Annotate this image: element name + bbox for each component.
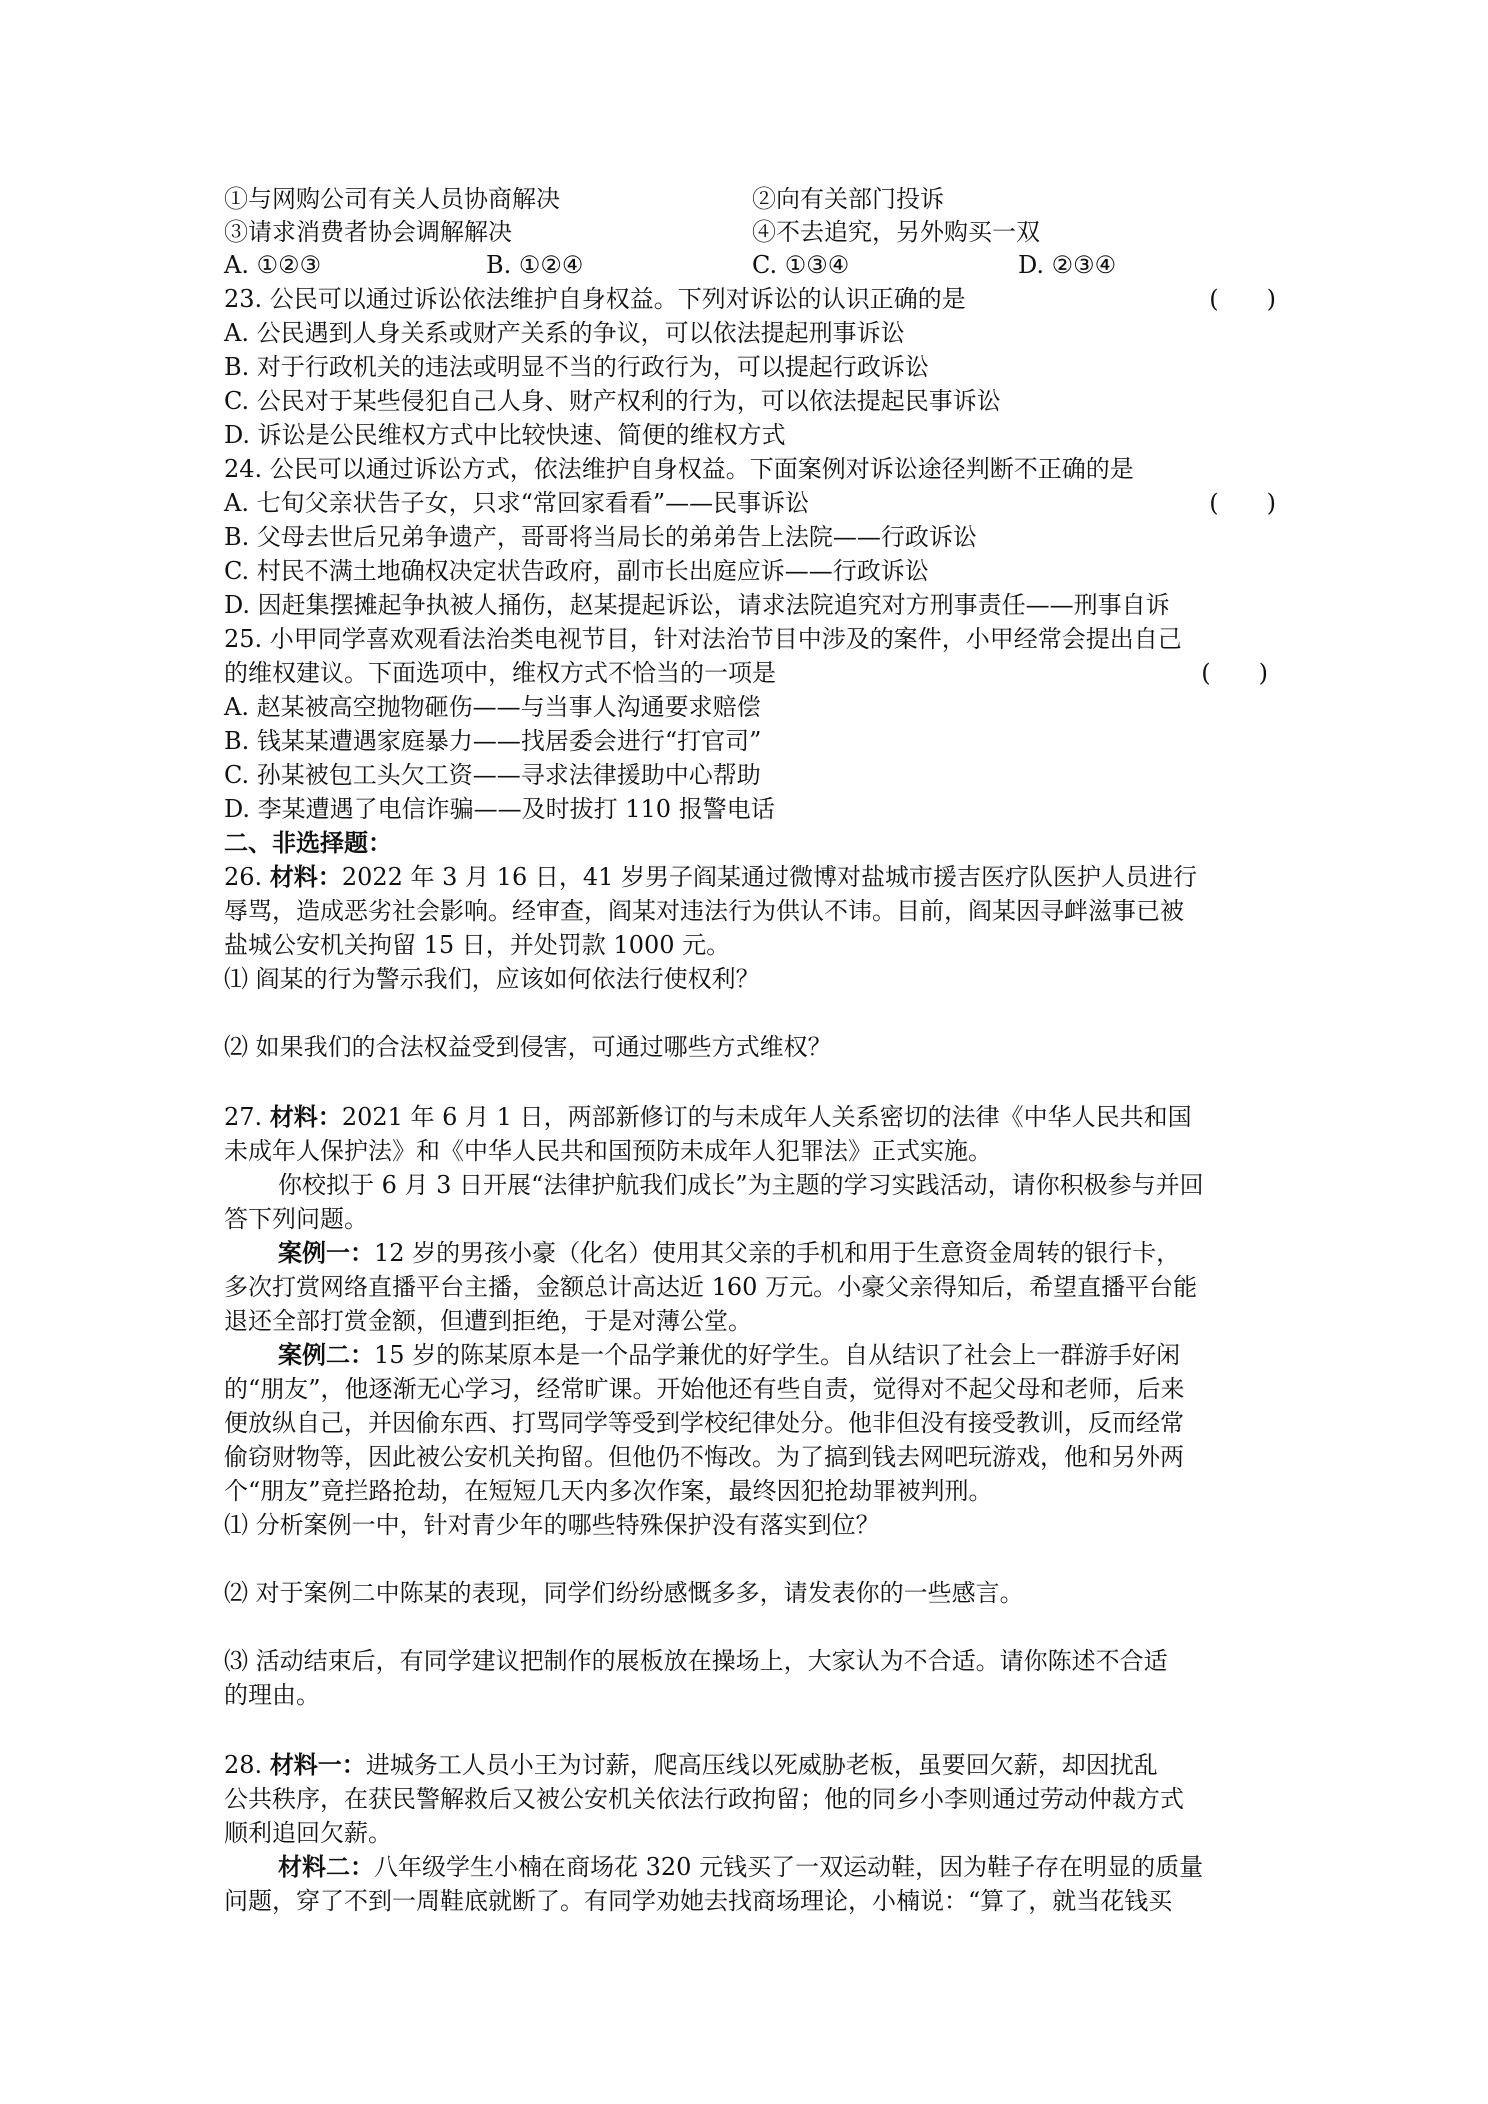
q23-stem (224, 282, 1276, 316)
q22-choice-c: C. ①③④ (752, 251, 850, 279)
q24-option-a-row (224, 486, 1276, 520)
q25-option-b: B. 钱某某遭遇家庭暴力——找居委会进行“打官司” (224, 727, 762, 755)
q22-option-3: ③请求消费者协会调解解决 (224, 218, 512, 246)
q28-material1-line1 (224, 1748, 1276, 1782)
q28-material2-label: 材料二： (278, 1853, 374, 1881)
q27-material-line2: 未成年人保护法》和《中华人民共和国预防未成年人犯罪法》正式实施。 (224, 1137, 992, 1165)
q28-material1-text1: 进城务工人员小王为讨薪，爬高压线以死威胁老板，虽要回欠薪，却因扰乱 (365, 1751, 1158, 1779)
q26-material-line2: 辱骂，造成恶劣社会影响。经审查，阎某对违法行为供认不讳。目前，阎某因寻衅滋事已被 (224, 897, 1184, 925)
q22-choice-b: B. ①②④ (486, 251, 584, 279)
q27-subquestion-2: ⑵ 对于案例二中陈某的表现，同学们纷纷感慨多多，请发表你的一些感言。 (224, 1579, 1024, 1607)
q26-material-label: 材料： (269, 863, 342, 891)
q27-case2-line3: 便放纵自己，并因偷东西、打骂同学等受到学校纪律处分。他非但没有接受教训，反而经常 (224, 1409, 1184, 1437)
q24-option-d: D. 因赶集摆摊起争执被人捅伤，赵某提起诉讼，请求法院追究对方刑事责任——刑事自诉 (224, 591, 1170, 619)
q27-material-line1 (224, 1100, 1276, 1134)
q25-stem-line2 (224, 656, 1276, 690)
q23-stem-text: 23. 公民可以通过诉讼依法维护自身权益。下列对诉讼的认识正确的是 (224, 285, 966, 313)
q22-option-1: ①与网购公司有关人员协商解决 (224, 185, 560, 213)
q23-option-a: A. 公民遇到人身关系或财产关系的争议，可以依法提起刑事诉讼 (224, 319, 905, 347)
q27-case2-line4: 偷窃财物等，因此被公安机关拘留。但他仍不悔改。为了搞到钱去网吧玩游戏，他和另外两 (224, 1443, 1184, 1471)
q24-option-a: A. 七旬父亲状告子女，只求“常回家看看”——民事诉讼 (224, 489, 810, 517)
q27-case2-line5: 个“朋友”竟拦路抢劫，在短短几天内多次作案，最终因犯抢劫罪被判刑。 (224, 1477, 993, 1505)
q26-material-line1 (224, 860, 1276, 894)
q27-material-label: 材料： (269, 1103, 342, 1131)
section-heading-non-choice: 二、非选择题： (224, 829, 392, 857)
q23-answer-paren: ( ) (1209, 285, 1276, 313)
q25-stem-line1: 25. 小甲同学喜欢观看法治类电视节目，针对法治节目中涉及的案件，小甲经常会提出自己 (224, 625, 1182, 653)
q23-option-d: D. 诉讼是公民维权方式中比较快速、简便的维权方式 (224, 421, 786, 449)
q27-subquestion-3-line2: 的理由。 (224, 1681, 320, 1709)
q25-option-a: A. 赵某被高空抛物砸伤——与当事人沟通要求赔偿 (224, 693, 761, 721)
q27-case1-text1: 12 岁的男孩小豪（化名）使用其父亲的手机和用于生意资金周转的银行卡， (374, 1239, 1181, 1267)
q27-material-line4: 答下列问题。 (224, 1205, 368, 1233)
q22-choice-a: A. ①②③ (224, 251, 322, 279)
q26-subquestion-2: ⑵ 如果我们的合法权益受到侵害，可通过哪些方式维权？ (224, 1033, 832, 1061)
q27-case2-line2: 的“朋友”，他逐渐无心学习，经常旷课。开始他还有些自责，觉得对不起父母和老师，后来 (224, 1375, 1185, 1403)
q27-case1-label: 案例一： (278, 1239, 374, 1267)
q26-subquestion-1: ⑴ 阎某的行为警示我们，应该如何依法行使权利？ (224, 965, 760, 993)
q24-answer-paren: ( ) (1209, 489, 1276, 517)
q27-material-text1: 2021 年 6 月 1 日，两部新修订的与未成年人关系密切的法律《中华人民共和国 (341, 1103, 1192, 1131)
q25-option-d: D. 李某遭遇了电信诈骗——及时拔打 110 报警电话 (224, 795, 775, 823)
q28-material1-line2: 公共秩序，在获民警解救后又被公安机关依法行政拘留；他的同乡小李则通过劳动仲裁方式 (224, 1785, 1184, 1813)
q25-option-c: C. 孙某被包工头欠工资——寻求法律援助中心帮助 (224, 761, 761, 789)
q27-case2-text1: 15 岁的陈某原本是一个品学兼优的好学生。自从结识了社会上一群游手好闲 (374, 1341, 1181, 1369)
q25-stem-text: 的维权建议。下面选项中，维权方式不恰当的一项是 (224, 659, 776, 687)
q28-material2-line2: 问题，穿了不到一周鞋底就断了。有同学劝她去找商场理论，小楠说：“算了，就当花钱买 (224, 1887, 1173, 1915)
q26-material-line3: 盐城公安机关拘留 15 日，并处罚款 1000 元。 (224, 931, 731, 959)
q27-case1-line3: 退还全部打赏金额，但遭到拒绝，于是对薄公堂。 (224, 1307, 752, 1335)
q27-case2-line1 (278, 1338, 1276, 1372)
q26-number: 26. (224, 863, 263, 891)
q25-answer-paren: ( ) (1201, 659, 1268, 687)
q28-material2-text1: 八年级学生小楠在商场花 320 元钱买了一双运动鞋，因为鞋子存在明显的质量 (374, 1853, 1204, 1881)
q26-material-text1: 2022 年 3 月 16 日，41 岁男子阎某通过微博对盐城市援吉医疗队医护人员进行 (341, 863, 1198, 891)
q28-number: 28. (224, 1751, 263, 1779)
q27-subquestion-1: ⑴ 分析案例一中，针对青少年的哪些特殊保护没有落实到位？ (224, 1511, 880, 1539)
q28-material1-label: 材料一： (269, 1751, 366, 1779)
q27-number: 27. (224, 1103, 263, 1131)
q22-choice-d: D. ②③④ (1018, 251, 1117, 279)
q22-option-2: ②向有关部门投诉 (752, 185, 944, 213)
q24-option-c: C. 村民不满土地确权决定状告政府，副市长出庭应诉——行政诉讼 (224, 557, 929, 585)
q28-material2-line1 (278, 1850, 1276, 1884)
q27-material-line3: 你校拟于 6 月 3 日开展“法律护航我们成长”为主题的学习实践活动，请你积极参与并回 (278, 1171, 1204, 1199)
q27-case1-line2: 多次打赏网络直播平台主播，金额总计高达近 160 万元。小豪父亲得知后，希望直播平台能 (224, 1273, 1198, 1301)
q27-subquestion-3-line1: ⑶ 活动结束后，有同学建议把制作的展板放在操场上，大家认为不合适。请你陈述不合适 (224, 1647, 1168, 1675)
q23-option-c: C. 公民对于某些侵犯自己人身、财产权利的行为，可以依法提起民事诉讼 (224, 387, 1001, 415)
q23-option-b: B. 对于行政机关的违法或明显不当的行政行为，可以提起行政诉讼 (224, 353, 929, 381)
q22-option-4: ④不去追究，另外购买一双 (752, 218, 1040, 246)
q27-case1-line1 (278, 1236, 1276, 1270)
q24-option-b: B. 父母去世后兄弟争遗产，哥哥将当局长的弟弟告上法院——行政诉讼 (224, 523, 977, 551)
q27-case2-label: 案例二： (278, 1341, 374, 1369)
q28-material1-line3: 顺利追回欠薪。 (224, 1819, 392, 1847)
q24-stem: 24. 公民可以通过诉讼方式，依法维护自身权益。下面案例对诉讼途径判断不正确的是 (224, 455, 1134, 483)
